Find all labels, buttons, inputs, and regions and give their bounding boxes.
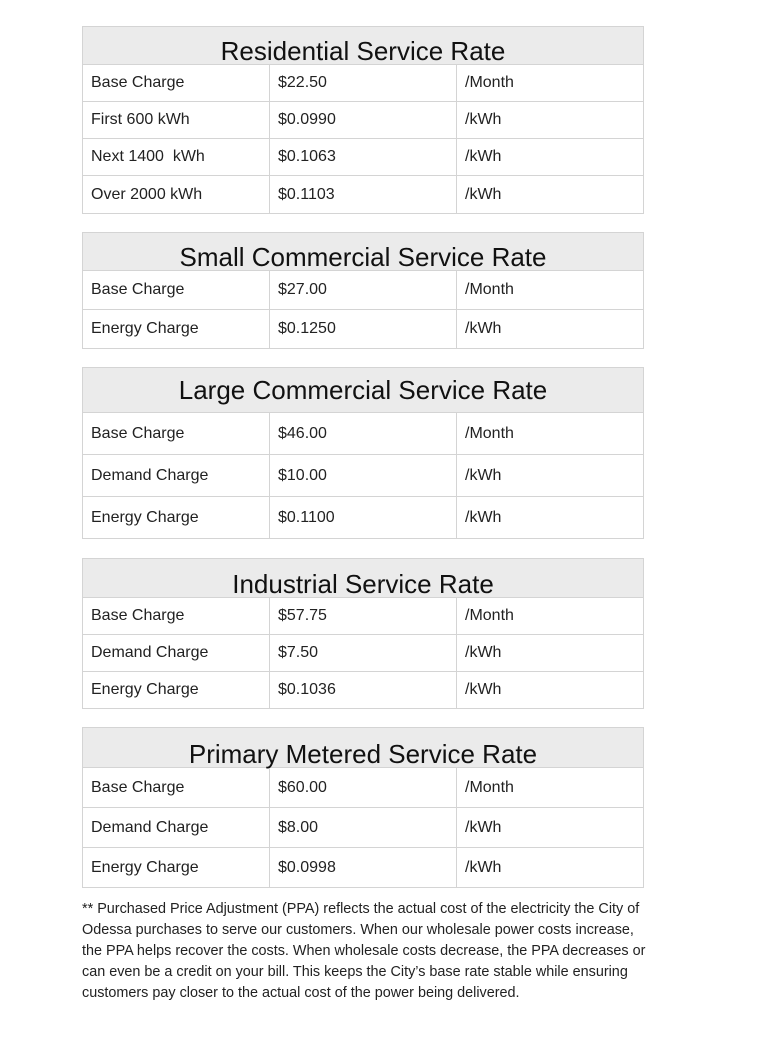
row-label: Energy Charge (91, 858, 199, 876)
row-label: Base Charge (91, 778, 185, 796)
table-title: Primary Metered Service Rate (83, 728, 643, 768)
table-row (83, 139, 643, 176)
row-price: $10.00 (269, 455, 456, 496)
row-label: Energy Charge (91, 681, 199, 698)
row-unit: /kWh (456, 455, 643, 496)
table-row (83, 768, 643, 808)
table-title: Large Commercial Service Rate (83, 368, 643, 413)
table-row (83, 672, 643, 708)
table-row (83, 455, 643, 497)
row-label: Next 1400 kWh (91, 148, 205, 165)
row-unit: /kWh (456, 176, 643, 213)
row-label: Demand Charge (91, 644, 209, 661)
row-price: $27.00 (269, 271, 456, 309)
row-price: $60.00 (269, 768, 456, 807)
industrial-rate-table (82, 558, 644, 709)
row-unit: /kWh (456, 635, 643, 671)
row-label: First 600 kWh (91, 111, 190, 128)
row-label: Base Charge (91, 74, 185, 91)
row-label: Over 2000 kWh (91, 185, 203, 203)
row-unit: /kWh (456, 672, 643, 708)
row-label: Base Charge (91, 607, 185, 624)
table-row (83, 598, 643, 635)
table-row (83, 497, 643, 538)
row-label: Energy Charge (91, 320, 199, 337)
row-label: Base Charge (91, 424, 185, 442)
row-unit: /kWh (456, 102, 643, 138)
row-label: Energy Charge (91, 508, 199, 526)
row-label: Base Charge (91, 281, 185, 298)
row-label: Demand Charge (91, 466, 209, 484)
row-label: Demand Charge (91, 818, 209, 836)
row-price: $22.50 (269, 65, 456, 101)
row-price: $57.75 (269, 598, 456, 634)
row-unit: /Month (456, 271, 643, 309)
ppa-footnote: ** Purchased Price Adjustment (PPA) reflects the actual cost of the electricity the City of Odessa purchases to serve our customers. When our wholesale power costs increase, the PPA helps recover the costs. When wholesale costs decrease, the PPA decreases or can even be a credit on your bill. This keeps the City’s base rate stable while ensuring customers pay closer to the actual cost of the power being delivered. (82, 901, 646, 1001)
row-price: $0.1063 (269, 139, 456, 175)
row-price: $46.00 (269, 413, 456, 454)
row-price: $0.1250 (269, 310, 456, 348)
row-unit: /Month (456, 768, 643, 807)
table-row (83, 102, 643, 139)
table-row (83, 65, 643, 102)
table-row (83, 848, 643, 887)
residential-rate-table (82, 26, 644, 214)
table-title: Small Commercial Service Rate (83, 233, 643, 271)
primary-metered-rate-table (82, 727, 644, 888)
table-row (83, 310, 643, 348)
small-commercial-rate-table (82, 232, 644, 349)
row-unit: /Month (456, 65, 643, 101)
table-row (83, 176, 643, 213)
table-row (83, 271, 643, 310)
row-unit: /kWh (456, 310, 643, 348)
large-commercial-rate-table (82, 367, 644, 539)
row-unit: /Month (456, 598, 643, 634)
row-unit: /kWh (456, 139, 643, 175)
row-price: $0.0998 (269, 848, 456, 887)
table-title: Industrial Service Rate (83, 559, 643, 598)
row-unit: /kWh (456, 808, 643, 847)
table-row (83, 413, 643, 455)
row-price: $0.1100 (269, 497, 456, 538)
row-unit: /kWh (456, 848, 643, 887)
row-unit: /Month (456, 413, 643, 454)
table-row (83, 635, 643, 672)
row-price: $0.1103 (269, 176, 456, 213)
table-row (83, 808, 643, 848)
table-title: Residential Service Rate (83, 27, 643, 65)
row-unit: /kWh (456, 497, 643, 538)
row-price: $0.1036 (269, 672, 456, 708)
row-price: $7.50 (269, 635, 456, 671)
row-price: $8.00 (269, 808, 456, 847)
row-price: $0.0990 (269, 102, 456, 138)
